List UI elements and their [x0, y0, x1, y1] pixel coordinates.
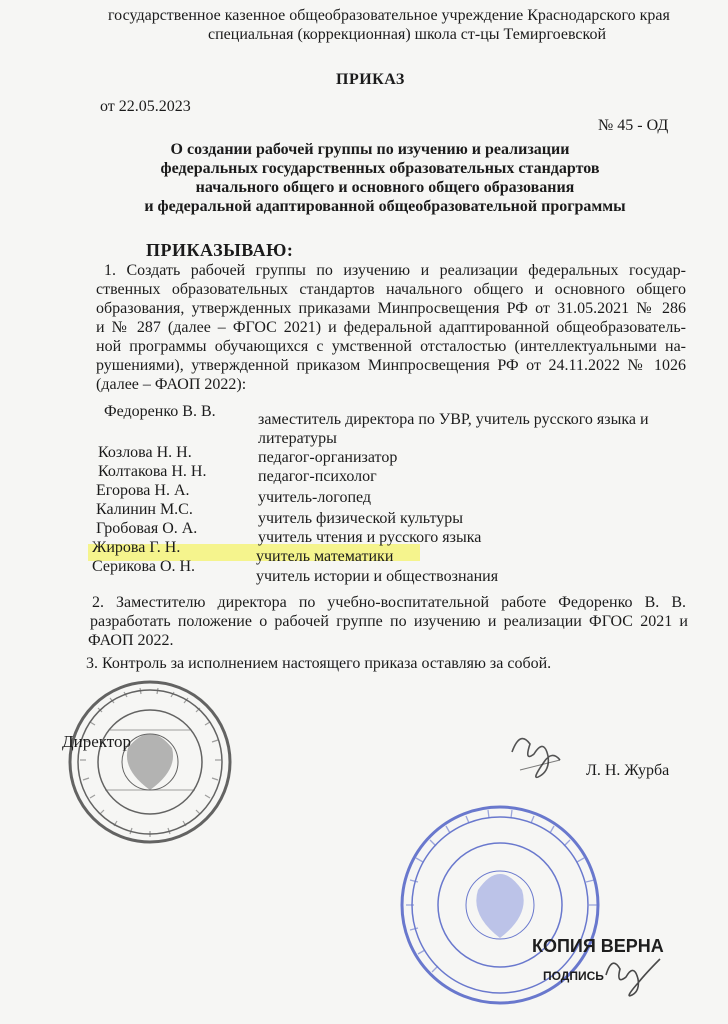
staff-name: Егорова Н. А. [96, 482, 190, 499]
staff-name: Жирова Г. Н. [92, 539, 181, 556]
doc-type: ПРИКАЗ [336, 71, 405, 88]
item1-line: (далее – ФАОП 2022): [96, 376, 247, 393]
item2-line: 2. Заместителю директора по учебно-воспитательной работе Федоренко В. В. [92, 594, 686, 611]
item1-line: образования, утвержденных приказами Минпросвещения РФ от 31.05.2021 № 286 [96, 300, 686, 317]
staff-name: Козлова Н. Н. [98, 444, 192, 461]
item1-line: ственных образовательных стандартов начального общего и основного общего [96, 281, 686, 298]
org-name-line1: государственное казенное общеобразовательное учреждение Краснодарского края [108, 7, 670, 24]
staff-role: литературы [258, 430, 337, 447]
order-word: ПРИКАЗЫВАЮ: [146, 240, 294, 260]
title-line4: и федеральной адаптированной общеобразовательной программы [144, 198, 626, 215]
item1-line: 1. Создать рабочей группы по изучению и реализации федеральных государ- [104, 262, 686, 279]
staff-role: учитель-логопед [258, 489, 372, 506]
staff-role: заместитель директора по УВР, учитель русского языка и [258, 411, 649, 428]
item2-line: ФАОП 2022. [88, 632, 174, 649]
round-seal-black [70, 682, 230, 842]
staff-role: учитель чтения и русского языка [258, 529, 482, 546]
title-line1: О создании рабочей группы по изучению и реализации [170, 141, 570, 158]
director-signature [512, 739, 560, 778]
signature-position: Директор [62, 732, 131, 751]
org-name-line2: специальная (коррекционная) школа ст-цы Темиргоевской [208, 26, 607, 43]
item1-line: рушениями), утвержденной приказом Минпросвещения РФ от 24.11.2022 № 1026 [96, 357, 686, 374]
staff-name: Серикова О. Н. [92, 558, 196, 575]
doc-date: от 22.05.2023 [100, 98, 191, 115]
item1-line: ной программы обучающихся с умственной отсталостью (интеллектуальными на- [96, 338, 686, 355]
item3-text: 3. Контроль за исполнением настоящего приказа оставляю за собой. [86, 655, 552, 672]
title-line2: федеральных государственных образовательных стандартов [160, 160, 600, 177]
staff-role: учитель истории и обществознания [256, 568, 499, 585]
copy-true-stamp: КОПИЯ ВЕРНА [532, 936, 664, 956]
staff-role: учитель математики [256, 548, 394, 565]
staff-role: педагог-организатор [258, 449, 398, 466]
item2-line: разработать положение о рабочей группе по изучению и реализации ФГОС 2021 и [90, 613, 688, 630]
copy-sign-label: ПОДПИСЬ [543, 969, 604, 983]
staff-name: Гробовая О. А. [96, 520, 198, 537]
copy-signature [606, 959, 660, 996]
staff-role: педагог-психолог [258, 468, 377, 485]
doc-number: № 45 - ОД [598, 117, 669, 134]
title-line3: начального общего и основного общего образования [195, 179, 575, 196]
item1-line: и № 287 (далее – ФГОС 2021) и федеральной адаптированной общеобразователь- [96, 319, 686, 336]
staff-name: Колтакова Н. Н. [98, 463, 207, 480]
signature-name: Л. Н. Журба [586, 762, 670, 779]
staff-name: Федоренко В. В. [104, 403, 216, 420]
staff-name: Калинин М.С. [96, 501, 193, 518]
staff-role: учитель физической культуры [258, 510, 464, 527]
